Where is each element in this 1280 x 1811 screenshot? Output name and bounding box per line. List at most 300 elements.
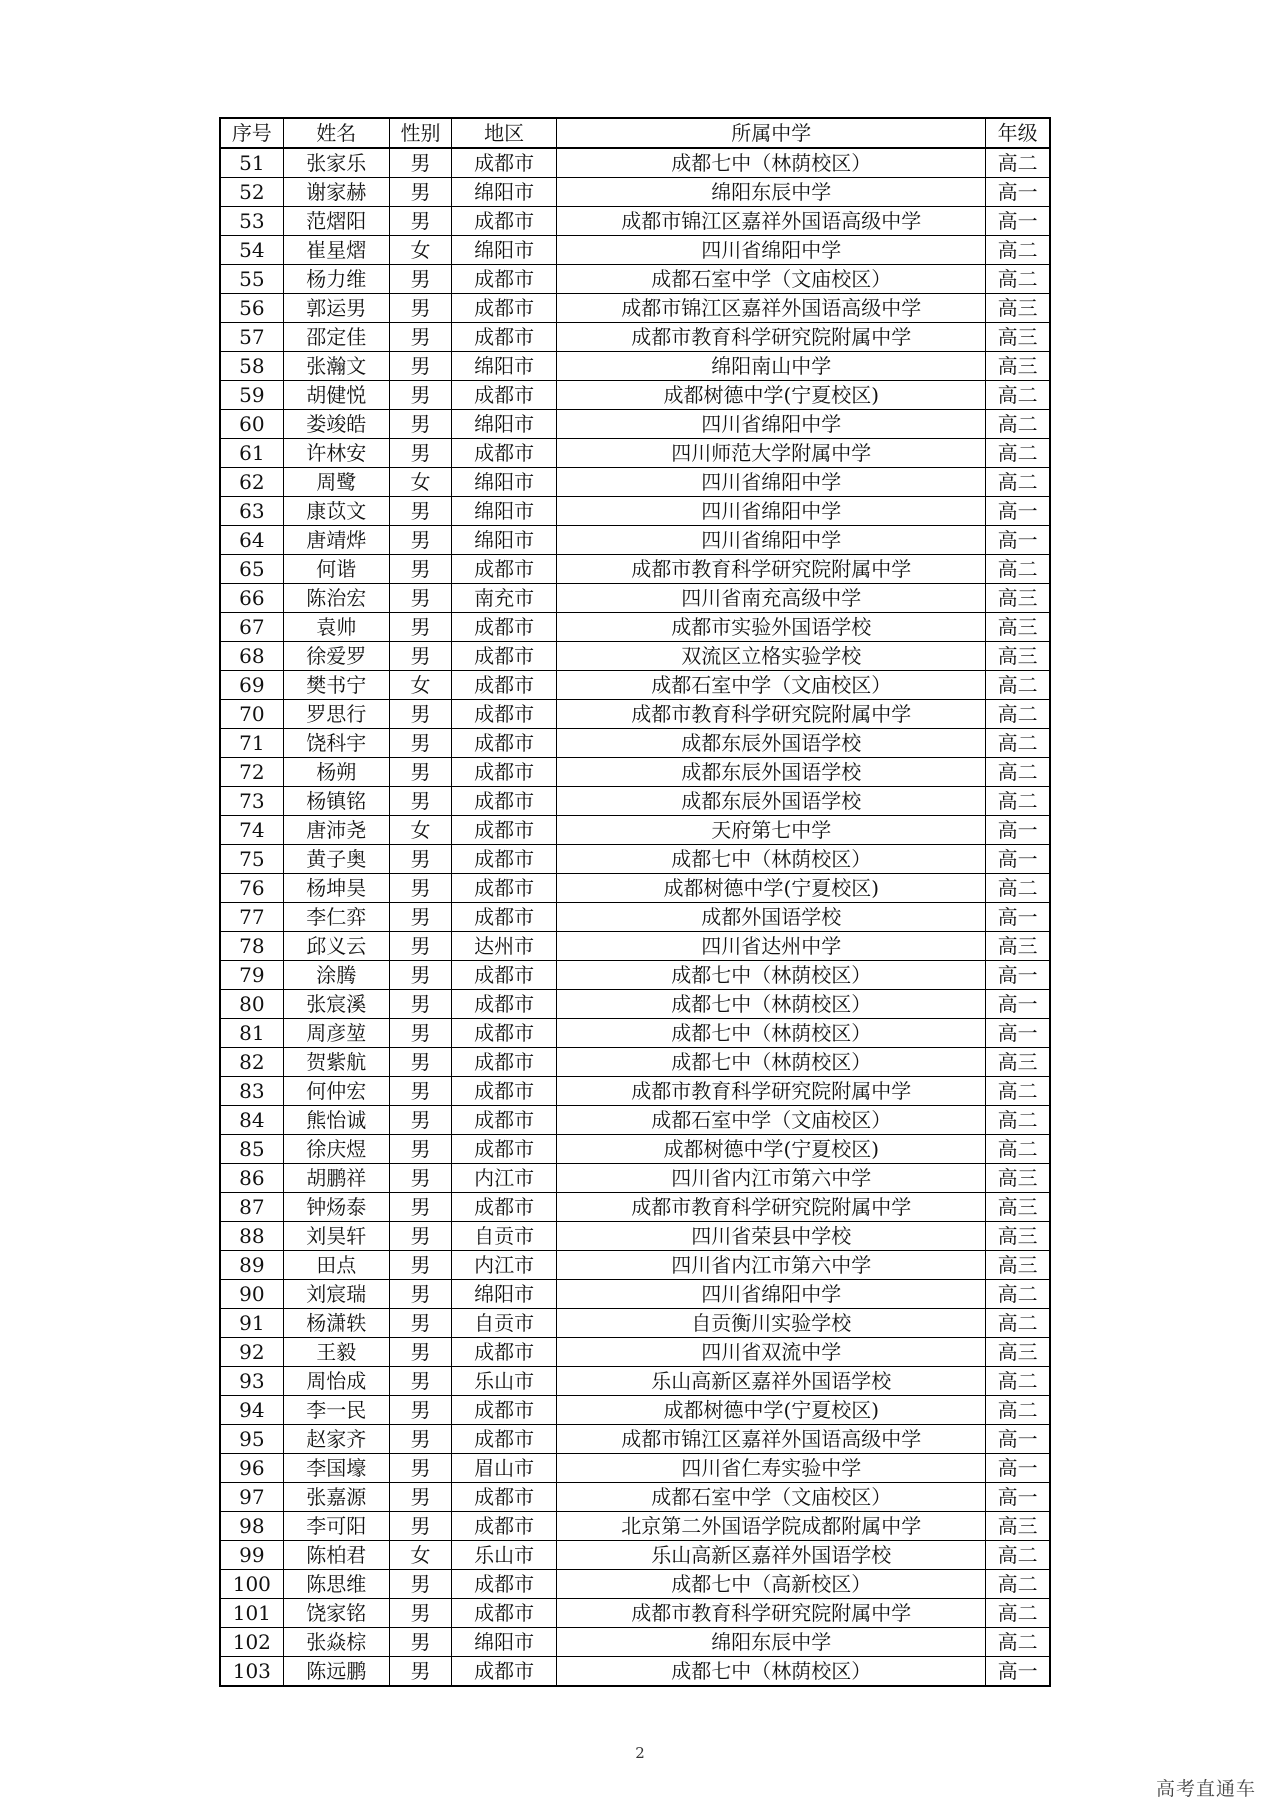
- table-row: [220, 961, 1050, 990]
- cell-region: 内江市: [452, 1164, 557, 1193]
- table-row: [220, 1193, 1050, 1222]
- table-row: [220, 1599, 1050, 1628]
- cell-name: 周彦堃: [283, 1019, 389, 1048]
- cell-region: 成都市: [452, 207, 557, 236]
- cell-school: 成都市教育科学研究院附属中学: [557, 1077, 986, 1106]
- cell-index: 64: [220, 526, 283, 555]
- cell-region: 成都市: [452, 1657, 557, 1687]
- cell-region: 成都市: [452, 787, 557, 816]
- cell-region: 绵阳市: [452, 1280, 557, 1309]
- cell-index: 100: [220, 1570, 283, 1599]
- table-row: [220, 700, 1050, 729]
- cell-grade: 高二: [986, 1309, 1050, 1338]
- cell-region: 自贡市: [452, 1309, 557, 1338]
- table-row: [220, 845, 1050, 874]
- table-row: [220, 1251, 1050, 1280]
- cell-index: 96: [220, 1454, 283, 1483]
- cell-school: 成都东辰外国语学校: [557, 758, 986, 787]
- cell-region: 成都市: [452, 1512, 557, 1541]
- table-row: [220, 1338, 1050, 1367]
- table-row: [220, 642, 1050, 671]
- cell-name: 邱义云: [283, 932, 389, 961]
- cell-school: 四川省绵阳中学: [557, 1280, 986, 1309]
- cell-name: 陈柏君: [283, 1541, 389, 1570]
- cell-index: 54: [220, 236, 283, 265]
- cell-region: 绵阳市: [452, 1628, 557, 1657]
- cell-school: 四川省双流中学: [557, 1338, 986, 1367]
- cell-region: 成都市: [452, 874, 557, 903]
- table-row: [220, 1657, 1050, 1687]
- cell-school: 成都东辰外国语学校: [557, 787, 986, 816]
- cell-gender: 男: [389, 1048, 451, 1077]
- cell-gender: 男: [389, 1106, 451, 1135]
- cell-gender: 男: [389, 1193, 451, 1222]
- cell-school: 成都市锦江区嘉祥外国语高级中学: [557, 1425, 986, 1454]
- cell-name: 康苡文: [283, 497, 389, 526]
- table-row: [220, 555, 1050, 584]
- cell-school: 成都树德中学(宁夏校区): [557, 874, 986, 903]
- table-row: [220, 584, 1050, 613]
- cell-index: 55: [220, 265, 283, 294]
- table-row: [220, 294, 1050, 323]
- cell-school: 绵阳东辰中学: [557, 1628, 986, 1657]
- cell-gender: 男: [389, 526, 451, 555]
- cell-index: 89: [220, 1251, 283, 1280]
- table-row: [220, 1425, 1050, 1454]
- cell-grade: 高二: [986, 671, 1050, 700]
- cell-name: 何谐: [283, 555, 389, 584]
- cell-grade: 高三: [986, 1164, 1050, 1193]
- cell-index: 51: [220, 148, 283, 178]
- cell-grade: 高一: [986, 1019, 1050, 1048]
- table-row: [220, 874, 1050, 903]
- cell-index: 90: [220, 1280, 283, 1309]
- cell-gender: 男: [389, 1135, 451, 1164]
- table-row: [220, 410, 1050, 439]
- cell-gender: 男: [389, 1599, 451, 1628]
- cell-school: 四川省内江市第六中学: [557, 1251, 986, 1280]
- cell-name: 陈治宏: [283, 584, 389, 613]
- cell-grade: 高二: [986, 410, 1050, 439]
- cell-school: 成都树德中学(宁夏校区): [557, 1135, 986, 1164]
- cell-name: 唐沛尧: [283, 816, 389, 845]
- cell-gender: 男: [389, 1483, 451, 1512]
- table-row: [220, 1541, 1050, 1570]
- cell-gender: 男: [389, 613, 451, 642]
- header-region: 地区: [452, 118, 557, 148]
- table-row: [220, 1019, 1050, 1048]
- cell-gender: 男: [389, 1628, 451, 1657]
- cell-index: 81: [220, 1019, 283, 1048]
- cell-gender: 男: [389, 758, 451, 787]
- cell-school: 成都七中（林荫校区）: [557, 1048, 986, 1077]
- cell-region: 成都市: [452, 148, 557, 178]
- cell-name: 李国壕: [283, 1454, 389, 1483]
- cell-gender: 男: [389, 497, 451, 526]
- table-row: [220, 236, 1050, 265]
- cell-region: 成都市: [452, 729, 557, 758]
- cell-name: 徐爱罗: [283, 642, 389, 671]
- cell-index: 98: [220, 1512, 283, 1541]
- cell-grade: 高二: [986, 729, 1050, 758]
- table-row: [220, 758, 1050, 787]
- cell-name: 徐庆煜: [283, 1135, 389, 1164]
- header-name: 姓名: [283, 118, 389, 148]
- cell-school: 绵阳南山中学: [557, 352, 986, 381]
- cell-name: 唐靖烨: [283, 526, 389, 555]
- cell-name: 何仲宏: [283, 1077, 389, 1106]
- cell-name: 杨朔: [283, 758, 389, 787]
- cell-grade: 高二: [986, 787, 1050, 816]
- cell-gender: 男: [389, 207, 451, 236]
- cell-school: 成都市实验外国语学校: [557, 613, 986, 642]
- cell-gender: 男: [389, 700, 451, 729]
- table-row: [220, 207, 1050, 236]
- table-row: [220, 468, 1050, 497]
- cell-region: 成都市: [452, 381, 557, 410]
- cell-name: 李可阳: [283, 1512, 389, 1541]
- cell-region: 成都市: [452, 613, 557, 642]
- cell-region: 成都市: [452, 1106, 557, 1135]
- cell-gender: 男: [389, 990, 451, 1019]
- cell-region: 绵阳市: [452, 410, 557, 439]
- cell-index: 76: [220, 874, 283, 903]
- cell-index: 56: [220, 294, 283, 323]
- header-index: 序号: [220, 118, 283, 148]
- cell-region: 成都市: [452, 903, 557, 932]
- cell-school: 成都市教育科学研究院附属中学: [557, 323, 986, 352]
- cell-grade: 高二: [986, 1367, 1050, 1396]
- cell-region: 眉山市: [452, 1454, 557, 1483]
- table-row: [220, 787, 1050, 816]
- cell-grade: 高二: [986, 758, 1050, 787]
- cell-grade: 高一: [986, 816, 1050, 845]
- cell-region: 成都市: [452, 1396, 557, 1425]
- cell-name: 张嘉源: [283, 1483, 389, 1512]
- cell-gender: 男: [389, 903, 451, 932]
- cell-school: 双流区立格实验学校: [557, 642, 986, 671]
- cell-name: 张焱棕: [283, 1628, 389, 1657]
- cell-school: 天府第七中学: [557, 816, 986, 845]
- table-row: [220, 613, 1050, 642]
- cell-name: 周怡成: [283, 1367, 389, 1396]
- table-row: [220, 671, 1050, 700]
- cell-name: 刘宸瑞: [283, 1280, 389, 1309]
- cell-school: 成都市锦江区嘉祥外国语高级中学: [557, 207, 986, 236]
- table-row: [220, 1077, 1050, 1106]
- cell-name: 陈远鹏: [283, 1657, 389, 1687]
- table-row: [220, 729, 1050, 758]
- cell-index: 63: [220, 497, 283, 526]
- cell-school: 成都七中（林荫校区）: [557, 845, 986, 874]
- table-row: [220, 1048, 1050, 1077]
- table-row: [220, 1222, 1050, 1251]
- cell-gender: 男: [389, 1512, 451, 1541]
- cell-gender: 男: [389, 729, 451, 758]
- cell-index: 70: [220, 700, 283, 729]
- cell-grade: 高二: [986, 1396, 1050, 1425]
- cell-index: 85: [220, 1135, 283, 1164]
- cell-gender: 男: [389, 1454, 451, 1483]
- cell-index: 79: [220, 961, 283, 990]
- cell-index: 72: [220, 758, 283, 787]
- cell-region: 乐山市: [452, 1541, 557, 1570]
- cell-grade: 高一: [986, 990, 1050, 1019]
- table-row: [220, 1628, 1050, 1657]
- cell-grade: 高一: [986, 961, 1050, 990]
- cell-name: 陈思维: [283, 1570, 389, 1599]
- cell-gender: 男: [389, 1164, 451, 1193]
- cell-name: 张瀚文: [283, 352, 389, 381]
- cell-grade: 高一: [986, 1483, 1050, 1512]
- cell-school: 成都七中（林荫校区）: [557, 1019, 986, 1048]
- cell-grade: 高三: [986, 1048, 1050, 1077]
- table-row: [220, 1512, 1050, 1541]
- cell-index: 83: [220, 1077, 283, 1106]
- cell-school: 四川省仁寿实验中学: [557, 1454, 986, 1483]
- table-row: [220, 1454, 1050, 1483]
- cell-gender: 男: [389, 1570, 451, 1599]
- cell-school: 乐山高新区嘉祥外国语学校: [557, 1367, 986, 1396]
- table-row: [220, 439, 1050, 468]
- cell-school: 四川省荣县中学校: [557, 1222, 986, 1251]
- cell-gender: 男: [389, 323, 451, 352]
- header-gender: 性别: [389, 118, 451, 148]
- cell-index: 69: [220, 671, 283, 700]
- cell-grade: 高一: [986, 207, 1050, 236]
- cell-gender: 男: [389, 1251, 451, 1280]
- cell-index: 94: [220, 1396, 283, 1425]
- cell-region: 成都市: [452, 1599, 557, 1628]
- cell-gender: 男: [389, 555, 451, 584]
- cell-region: 绵阳市: [452, 468, 557, 497]
- cell-name: 范熠阳: [283, 207, 389, 236]
- cell-grade: 高二: [986, 439, 1050, 468]
- cell-grade: 高二: [986, 1106, 1050, 1135]
- cell-grade: 高三: [986, 1338, 1050, 1367]
- cell-region: 成都市: [452, 758, 557, 787]
- cell-school: 四川省绵阳中学: [557, 526, 986, 555]
- cell-index: 66: [220, 584, 283, 613]
- cell-gender: 男: [389, 265, 451, 294]
- cell-school: 成都石室中学（文庙校区）: [557, 671, 986, 700]
- cell-school: 成都石室中学（文庙校区）: [557, 1106, 986, 1135]
- cell-name: 娄竣皓: [283, 410, 389, 439]
- cell-index: 84: [220, 1106, 283, 1135]
- cell-name: 胡健悦: [283, 381, 389, 410]
- table-row: [220, 1280, 1050, 1309]
- cell-grade: 高三: [986, 1222, 1050, 1251]
- cell-region: 成都市: [452, 1483, 557, 1512]
- cell-grade: 高二: [986, 265, 1050, 294]
- cell-name: 张家乐: [283, 148, 389, 178]
- cell-gender: 男: [389, 294, 451, 323]
- cell-grade: 高二: [986, 555, 1050, 584]
- cell-index: 58: [220, 352, 283, 381]
- cell-grade: 高二: [986, 1280, 1050, 1309]
- cell-index: 77: [220, 903, 283, 932]
- cell-grade: 高一: [986, 1657, 1050, 1687]
- cell-grade: 高一: [986, 1425, 1050, 1454]
- cell-school: 成都七中（林荫校区）: [557, 1657, 986, 1687]
- cell-school: 成都七中（林荫校区）: [557, 148, 986, 178]
- cell-name: 杨镇铭: [283, 787, 389, 816]
- cell-name: 杨力维: [283, 265, 389, 294]
- cell-grade: 高三: [986, 352, 1050, 381]
- cell-index: 60: [220, 410, 283, 439]
- cell-grade: 高三: [986, 1512, 1050, 1541]
- cell-name: 张宸溪: [283, 990, 389, 1019]
- cell-name: 胡鹏祥: [283, 1164, 389, 1193]
- table-row: [220, 148, 1050, 178]
- cell-grade: 高三: [986, 294, 1050, 323]
- header-grade: 年级: [986, 118, 1050, 148]
- cell-region: 绵阳市: [452, 352, 557, 381]
- cell-grade: 高一: [986, 178, 1050, 207]
- cell-index: 57: [220, 323, 283, 352]
- cell-school: 成都市锦江区嘉祥外国语高级中学: [557, 294, 986, 323]
- table-row: [220, 932, 1050, 961]
- table-row: [220, 1483, 1050, 1512]
- cell-grade: 高一: [986, 497, 1050, 526]
- cell-region: 成都市: [452, 555, 557, 584]
- cell-gender: 男: [389, 874, 451, 903]
- cell-school: 成都市教育科学研究院附属中学: [557, 1193, 986, 1222]
- cell-school: 四川省绵阳中学: [557, 497, 986, 526]
- cell-region: 成都市: [452, 642, 557, 671]
- cell-gender: 女: [389, 468, 451, 497]
- cell-gender: 男: [389, 439, 451, 468]
- cell-index: 65: [220, 555, 283, 584]
- cell-index: 75: [220, 845, 283, 874]
- cell-gender: 男: [389, 584, 451, 613]
- cell-index: 86: [220, 1164, 283, 1193]
- cell-gender: 男: [389, 410, 451, 439]
- cell-gender: 男: [389, 381, 451, 410]
- cell-gender: 男: [389, 1367, 451, 1396]
- cell-name: 熊怡诚: [283, 1106, 389, 1135]
- table-row: [220, 526, 1050, 555]
- cell-name: 郭运男: [283, 294, 389, 323]
- roster-body: [220, 148, 1050, 1686]
- cell-region: 绵阳市: [452, 526, 557, 555]
- cell-region: 内江市: [452, 1251, 557, 1280]
- cell-index: 92: [220, 1338, 283, 1367]
- cell-school: 四川省绵阳中学: [557, 468, 986, 497]
- cell-school: 成都东辰外国语学校: [557, 729, 986, 758]
- cell-school: 四川省达州中学: [557, 932, 986, 961]
- cell-region: 绵阳市: [452, 497, 557, 526]
- cell-gender: 男: [389, 1657, 451, 1687]
- cell-grade: 高二: [986, 1077, 1050, 1106]
- cell-gender: 男: [389, 148, 451, 178]
- table-row: [220, 323, 1050, 352]
- cell-grade: 高二: [986, 1570, 1050, 1599]
- cell-grade: 高二: [986, 1541, 1050, 1570]
- cell-gender: 男: [389, 932, 451, 961]
- cell-grade: 高一: [986, 1454, 1050, 1483]
- cell-name: 饶科宇: [283, 729, 389, 758]
- cell-school: 北京第二外国语学院成都附属中学: [557, 1512, 986, 1541]
- cell-school: 四川省绵阳中学: [557, 236, 986, 265]
- cell-name: 崔星熠: [283, 236, 389, 265]
- table-row: [220, 1570, 1050, 1599]
- cell-index: 95: [220, 1425, 283, 1454]
- cell-region: 成都市: [452, 265, 557, 294]
- cell-region: 成都市: [452, 961, 557, 990]
- cell-name: 钟炀泰: [283, 1193, 389, 1222]
- cell-index: 80: [220, 990, 283, 1019]
- table-row: [220, 1309, 1050, 1338]
- header-school: 所属中学: [557, 118, 986, 148]
- cell-index: 93: [220, 1367, 283, 1396]
- cell-gender: 女: [389, 236, 451, 265]
- cell-region: 成都市: [452, 1077, 557, 1106]
- cell-index: 67: [220, 613, 283, 642]
- cell-gender: 男: [389, 845, 451, 874]
- cell-region: 成都市: [452, 1193, 557, 1222]
- cell-name: 罗思行: [283, 700, 389, 729]
- roster-table: [219, 117, 1051, 1687]
- cell-name: 杨坤昊: [283, 874, 389, 903]
- cell-grade: 高三: [986, 1193, 1050, 1222]
- cell-name: 李一民: [283, 1396, 389, 1425]
- cell-region: 成都市: [452, 1019, 557, 1048]
- cell-gender: 男: [389, 178, 451, 207]
- cell-name: 杨潇轶: [283, 1309, 389, 1338]
- cell-index: 97: [220, 1483, 283, 1512]
- cell-grade: 高三: [986, 642, 1050, 671]
- cell-grade: 高二: [986, 700, 1050, 729]
- cell-gender: 男: [389, 642, 451, 671]
- cell-gender: 男: [389, 1222, 451, 1251]
- cell-region: 成都市: [452, 816, 557, 845]
- cell-school: 四川省绵阳中学: [557, 410, 986, 439]
- cell-gender: 男: [389, 1338, 451, 1367]
- cell-school: 四川省内江市第六中学: [557, 1164, 986, 1193]
- cell-name: 许林安: [283, 439, 389, 468]
- cell-name: 周鹭: [283, 468, 389, 497]
- cell-grade: 高一: [986, 845, 1050, 874]
- cell-school: 乐山高新区嘉祥外国语学校: [557, 1541, 986, 1570]
- cell-name: 邵定佳: [283, 323, 389, 352]
- cell-gender: 男: [389, 1396, 451, 1425]
- cell-gender: 男: [389, 787, 451, 816]
- cell-index: 102: [220, 1628, 283, 1657]
- cell-school: 成都树德中学(宁夏校区): [557, 381, 986, 410]
- cell-grade: 高二: [986, 1628, 1050, 1657]
- cell-region: 达州市: [452, 932, 557, 961]
- cell-grade: 高二: [986, 468, 1050, 497]
- cell-index: 59: [220, 381, 283, 410]
- cell-region: 成都市: [452, 1135, 557, 1164]
- cell-region: 成都市: [452, 990, 557, 1019]
- cell-grade: 高二: [986, 236, 1050, 265]
- cell-region: 成都市: [452, 294, 557, 323]
- cell-index: 78: [220, 932, 283, 961]
- cell-grade: 高三: [986, 932, 1050, 961]
- table-row: [220, 1396, 1050, 1425]
- cell-name: 李仁弈: [283, 903, 389, 932]
- cell-index: 62: [220, 468, 283, 497]
- cell-grade: 高二: [986, 874, 1050, 903]
- cell-school: 成都市教育科学研究院附属中学: [557, 700, 986, 729]
- cell-grade: 高三: [986, 613, 1050, 642]
- cell-name: 田点: [283, 1251, 389, 1280]
- cell-school: 成都七中（林荫校区）: [557, 961, 986, 990]
- cell-school: 成都七中（高新校区）: [557, 1570, 986, 1599]
- cell-school: 四川省南充高级中学: [557, 584, 986, 613]
